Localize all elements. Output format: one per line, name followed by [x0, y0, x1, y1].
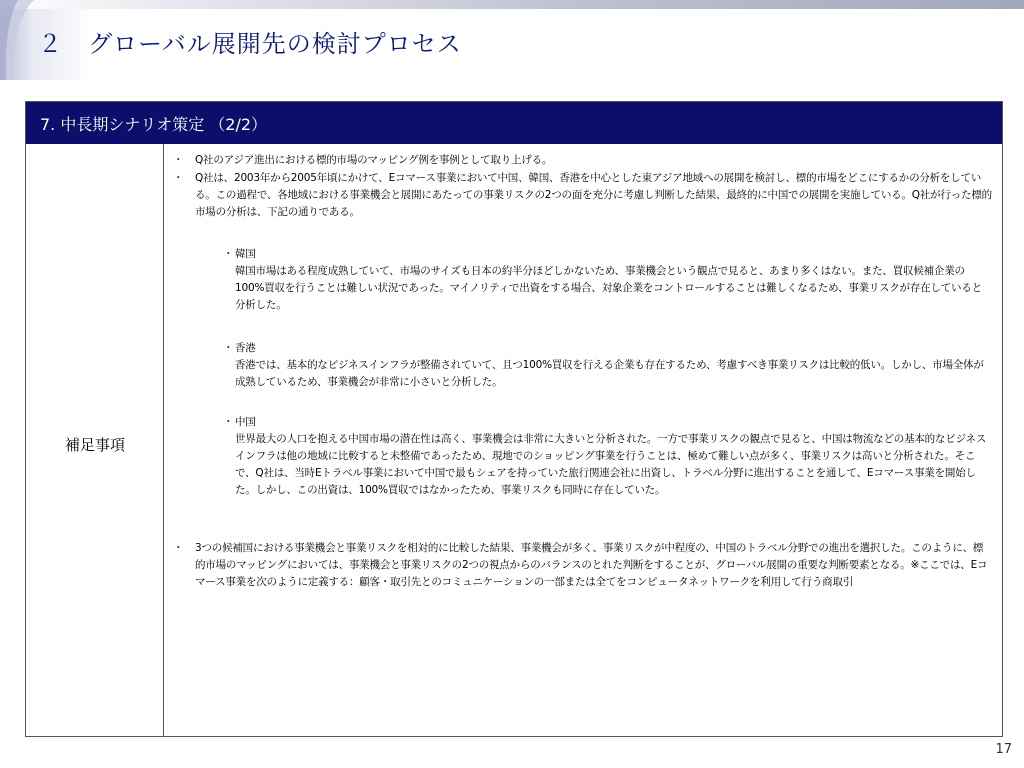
- bullet-marker: ・: [173, 172, 184, 184]
- country-analysis: 世界最大の人口を抱える中国市場の潜在性は高く、事業機会は非常に大きいと分析された。一方で事業リスクの観点で見ると、中国は物流などの基本的なビジネスインフラは他の地域に比較すると未整備であったため、現地でのショッピング事業を行うことは、極めて難しい点が多く、事業リスクは高いと分析された。そこで、Q社は、当時Eトラベル事業において中国で最もシェアを持っていた旅行関連会社に出資し、トラベル分野に進出することを通して、Eコマース事業を開始した。しかし、この出資は、100%買収ではなかったため、事業リスクも同時に存在していた。: [235, 433, 987, 496]
- country-china: [223, 414, 991, 499]
- bullet-text: Q社は、2003年から2005年頃にかけて、Eコマース事業において中国、韓国、香港を中心とした東アジア地域への展開を検討し、標的市場をどこにするかの分析をしている。この過程で、各地域における事業機会と展開にあたっての事業リスクの2つの面を充分に考慮し判断した結果、最終的に中国での展開を実施している。Q社が行った標的市場の分析は、下記の通りである。: [195, 172, 992, 218]
- section-title: 7. 中長期シナリオ策定 （2/2）: [40, 115, 268, 134]
- page-number: 17: [995, 742, 1012, 757]
- page-title: ２ グローバル展開先の検討プロセス: [38, 30, 462, 58]
- country-name: 韓国: [235, 248, 256, 260]
- bullet-text: Q社のアジア進出における標的市場のマッピング例を事例として取り上げる。: [195, 154, 553, 166]
- bullet-item: [173, 170, 993, 221]
- sub-bullet-marker: ・: [223, 416, 234, 428]
- slide-header: [0, 0, 1024, 80]
- bullet-item: [173, 152, 993, 169]
- bullet-marker: ・: [173, 154, 184, 166]
- country-hongkong: [223, 340, 991, 391]
- country-name: 香港: [235, 342, 256, 354]
- sub-bullet-marker: ・: [223, 248, 234, 260]
- details-column: [165, 144, 1001, 736]
- bullet-marker: ・: [173, 542, 184, 554]
- country-korea: [223, 246, 991, 314]
- supplementary-label: 補足事項: [64, 436, 125, 454]
- sub-bullet-marker: ・: [223, 342, 234, 354]
- bullet-text: 3つの候補国における事業機会と事業リスクを相対的に比較した結果、事業機会が多く、事業リスクが中程度の、中国のトラベル分野での進出を選択した。このように、標的市場のマッピングにおいては、事業機会と事業リスクの2つの視点からのバランスのとれた判断をすることが、グローバル展開の重要な判断要素となる。※ここでは、Eコマース事業を次のように定義する：顧客・取引先とのコミュニケーションの一部または全てをコンピュータネットワークを利用して行う商取引: [195, 542, 988, 588]
- country-analysis: 香港では、基本的なビジネスインフラが整備されていて、且つ100%買収を行える企業も存在するため、考慮すべき事業リスクは比較的低い。しかし、市場全体が成熟しているため、事業機会が非常に小さいと分析した。: [235, 359, 984, 388]
- header-accent-bar: [0, 0, 1024, 9]
- label-column: [26, 144, 164, 736]
- country-analysis: 韓国市場はある程度成熟していて、市場のサイズも日本の約半分ほどしかないため、事業機会という観点で見ると、あまり多くはない。また、買収候補企業の100%買収を行うことは難しい状況であった。マイノリティで出資をする場合、対象企業をコントロールすることは難しくなるため、事業リスクが存在していると分析した。: [235, 265, 982, 311]
- bullet-item: [173, 540, 993, 591]
- section-header: [26, 102, 1002, 144]
- content-table: [25, 101, 1003, 737]
- country-name: 中国: [235, 416, 256, 428]
